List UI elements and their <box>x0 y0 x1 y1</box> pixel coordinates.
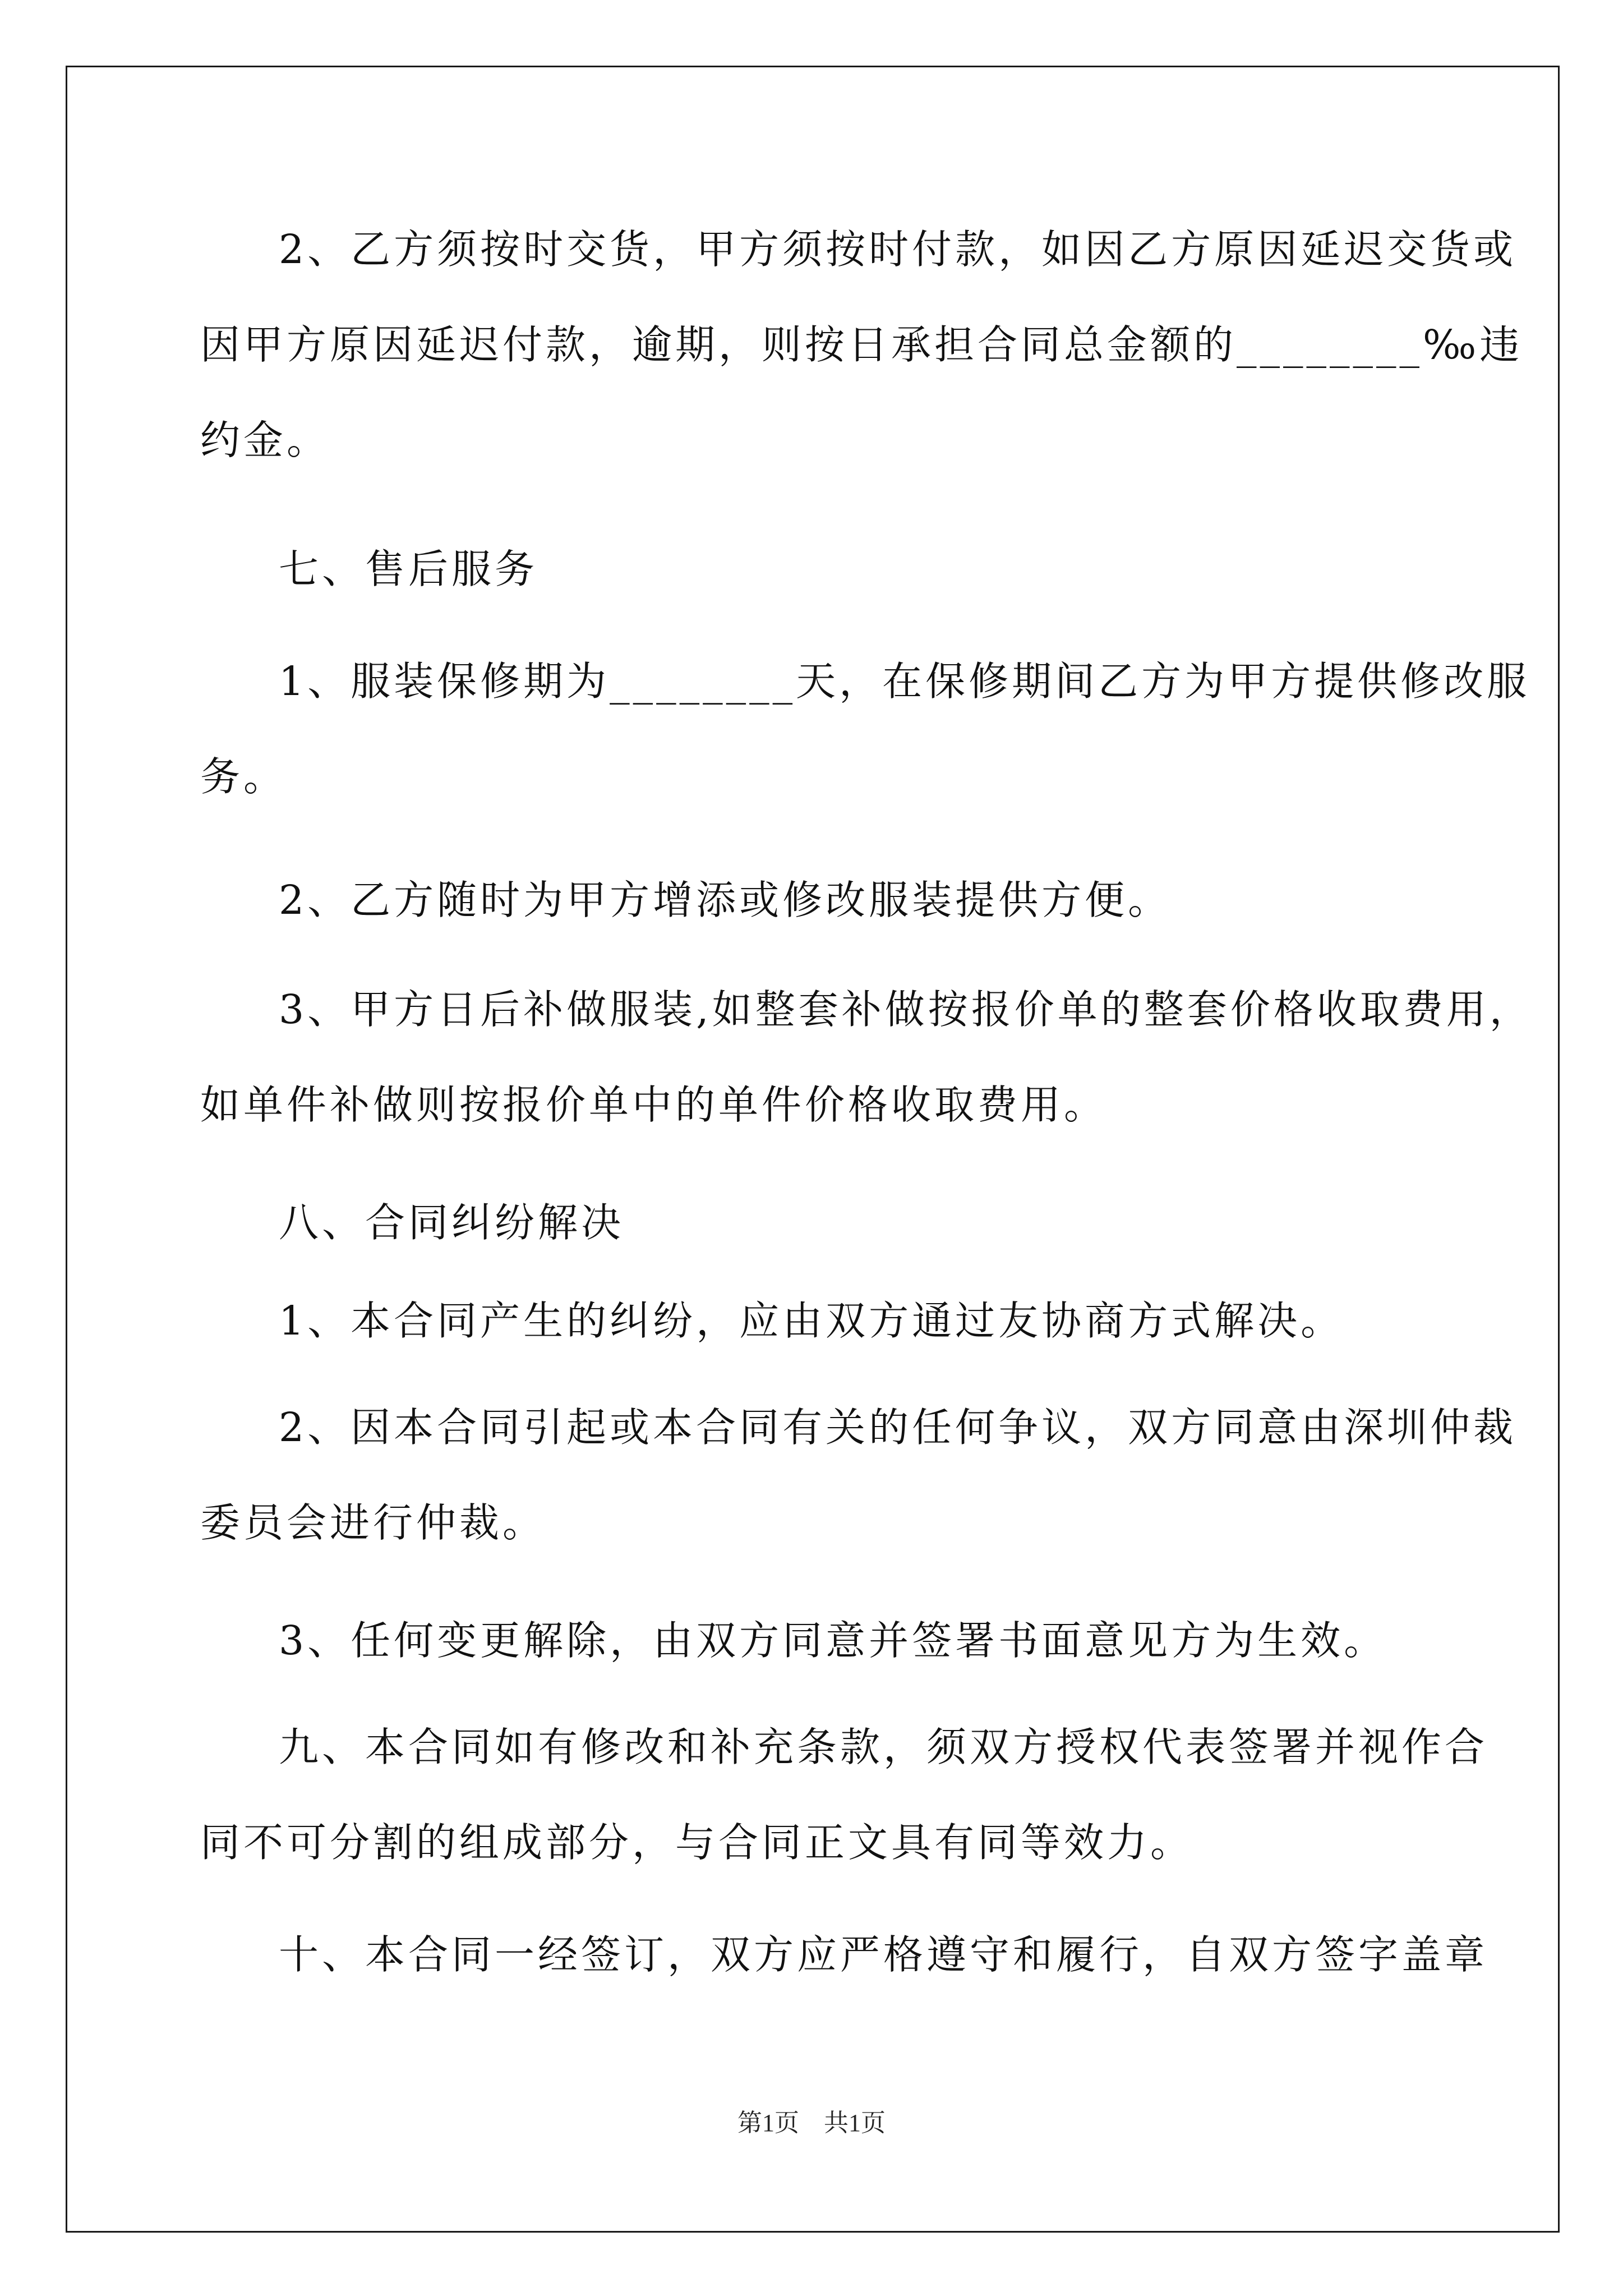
paragraph-line: 2、乙方须按时交货，甲方须按时付款，如因乙方原因延迟交货或 <box>279 226 1517 273</box>
page-number-footer: 第1页 共1页 <box>737 2109 886 2137</box>
paragraph-line: 1、本合同产生的纠纷，应由双方通过友协商方式解决。 <box>279 1297 1344 1344</box>
paragraph-line: 3、任何变更解除，由双方同意并签署书面意见方为生效。 <box>279 1617 1387 1664</box>
paragraph-line: 约金。 <box>200 417 330 463</box>
paragraph-line: 如单件补做则按报价单中的单件价格收取费用。 <box>200 1082 1108 1128</box>
paragraph-line: 1、服装保修期为________天，在保修期间乙方为甲方提供修改服 <box>279 658 1530 705</box>
paragraph-line: 委员会进行仲裁。 <box>200 1499 546 1546</box>
paragraph-line: 务。 <box>200 753 287 800</box>
page-border <box>66 66 1560 2233</box>
paragraph-line: 因甲方原因延迟付款，逾期，则按日承担合同总金额的________‰违 <box>200 321 1523 368</box>
section-heading: 七、售后服务 <box>279 546 538 592</box>
paragraph-line: 同不可分割的组成部分，与合同正文具有同等效力。 <box>200 1819 1194 1866</box>
section-heading: 八、合同纠纷解决 <box>279 1199 625 1246</box>
paragraph-line: 2、因本合同引起或本合同有关的任何争议，双方同意由深圳仲裁 <box>279 1404 1517 1451</box>
paragraph-line: 十、本合同一经签订，双方应严格遵守和履行，自双方签字盖章 <box>279 1931 1488 1978</box>
paragraph-line: 九、本合同如有修改和补充条款，须双方授权代表签署并视作合 <box>279 1724 1488 1770</box>
paragraph-line: 3、甲方日后补做服装,如整套补做按报价单的整套价格收取费用， <box>279 986 1533 1033</box>
paragraph-line: 2、乙方随时为甲方增添或修改服装提供方便。 <box>279 877 1172 923</box>
